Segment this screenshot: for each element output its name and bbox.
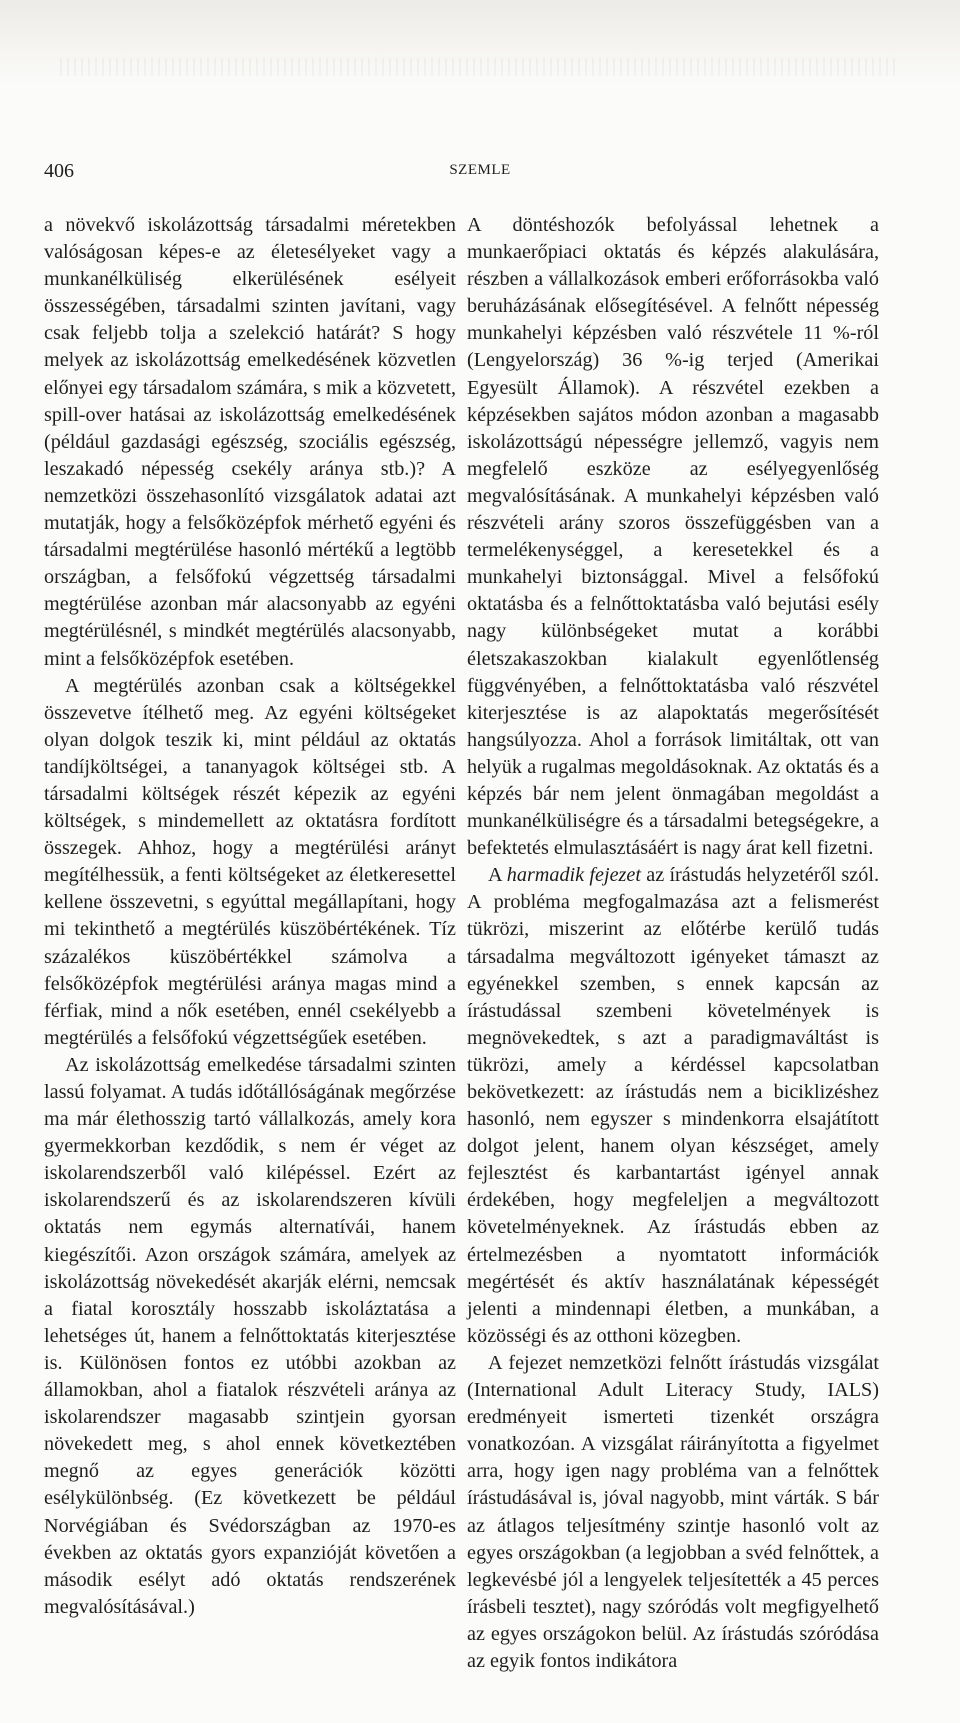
- left-column: [44, 212, 456, 1621]
- paragraph-rest: az írástudás helyzetéről szól. A probléma megfogalmazása azt a felismerést tükrözi, miszerint az előtérbe kerülő tudás társadalma megváltozott igényeket támaszt az egyénekkel szemben, s ennek kapcsán az írástudással szembeni követelmények is megnövekedtek, s azt a paradigmaváltást is tükrözi, amely a kérdéssel kapcsolatban bekövetkezett: az írástudás nem a biciklizéshez hasonló, nem egyszer s mindenkorra elsajátított dolgot jelent, hanem olyan készséget, amely fejlesztést és karbantartást igényel annak érdekében, hogy megfeleljen a megváltozott követelményeknek. Az írástudás ebben az értelmezésben a nyomtatott információk megértését és aktív használatának képességét jelenti a mindennapi életben, a munkában, a közösségi és az otthoni közegben.: [467, 864, 879, 1347]
- paragraph-lead: A: [488, 864, 507, 887]
- scan-noise: [60, 58, 900, 76]
- left-paragraph-2: A megtérülés azonban csak a költségekkel összevetve ítélhető meg. Az egyéni költségeket olyan dolgok teszik ki, mint például az oktatás tandíjköltségei, a tananyagok költségei stb. A társadalmi költségek részét képezik az egyéni költségek, s mindemellett az oktatásra fordított összegek. Ahhoz, hogy a megtérülési arányt megítélhessük, a fenti költségeket az életkeresettel kellene összevetni, s egyúttal megállapítani, hogy mi tekinthető a megtérülés küszöbértékének. Tíz százalékos küszöbértékkel számolva a felsőközépfok megtérülési aránya magas mind a férfiak, mind a nők esetében, ennél csekélyebb a megtérülés a felsőfokú végzettségűek esetében.: [44, 674, 456, 1049]
- running-head: SZEMLE: [449, 162, 511, 178]
- right-paragraph-3: A fejezet nemzetközi felnőtt írástudás vizsgálat (International Adult Literacy Study, IALS) eredményeit ismerteti tizenkét országra vonatkozóan. A vizsgálat ráirányította a figyelmet arra, hogy igen nagy probléma van a felnőttek írástudásával is, jóval nagyobb, mint várták. S bár az átlagos teljesítmény szintje hasonló volt az egyes országokban (a legjobban a svéd felnőttek, a legkevésbé jól a lengyelek teljesítették a 45 perces írásbeli tesztet), nagy szóródás volt megfigyelhető az egyes országokon belül. Az írástudás szóródása az egyik fontos indikátora: [467, 1351, 879, 1672]
- left-paragraph-3: Az iskolázottság emelkedése társadalmi szinten lassú folyamat. A tudás időtállóságának megőrzése ma már élethosszig tartó vállalkozás, amely kora gyermekkorban kezdődik, s nem ér véget az iskolarendszerből való kilépéssel. Ezért az iskolarendszerű és az iskolarendszeren kívüli oktatás nem egymás alternatívái, hanem kiegészítői. Azon országok számára, amelyek az iskolázottság növekedését akarják elérni, nemcsak a fiatal korosztály hosszabb iskoláztatása a lehetséges út, hanem a felnőttoktatás kiterjesztése is. Különösen fontos ez utóbbi azokban az államokban, ahol a fiatalok részvételi aránya az iskolarendszer magasabb szintjein gyorsan növekedett meg, s ahol ennek következtében megnő az egyes generációk közötti esélykülönbség. (Ez következett be például Norvégiában és Svédországban az 1970-es években az oktatás gyors expanzióját követően a második esélyt adó oktatás rendszerének megvalósításával.): [44, 1053, 456, 1618]
- chapter-reference: harmadik fejezet: [506, 864, 641, 887]
- left-paragraph-1: a növekvő iskolázottság társadalmi méretekben valóságosan képes-e az életesélyeket vagy a munkanélküliség elkerülésének esélyeit összességében, társadalmi szinten javítani, vagy csak feljebb tolja a szelekció határát? S hogy melyek az iskolázottság emelkedésének közvetlen előnyei egy társadalom számára, s mik a közvetett, spill-over hatásai az iskolázottság emelkedésének (például gazdasági egészség, szociális egészség, leszakadó népesség csekély aránya stb.)? A nemzetközi összehasonlító vizsgálatok adatai azt mutatják, hogy a felsőközépfok mérhető egyéni és társadalmi megtérülése hasonló mértékű a legtöbb országban, a felsőfokú végzettség társadalmi megtérülése azonban már alacsonyabb az egyéni megtérülésnél, s mindkét megtérülés alacsonyabb, mint a felsőközépfok esetében.: [44, 214, 456, 670]
- page-number: 406: [44, 160, 74, 182]
- right-column: [467, 212, 879, 1675]
- right-paragraph-1: A döntéshozók befolyással lehetnek a munkaerőpiaci oktatás és képzés alakulására, részben a vállalkozások emberi erőforrásokba való beruházásának elősegítésével. A felnőtt népesség munkahelyi képzésben való részvétele 11 %-ról (Lengyelország) 36 %-ig terjed (Amerikai Egyesült Államok). A részvétel ezekben a képzésekben sajátos módon azonban a magasabb iskolázottságú népességre jellemző, vagyis nem megfelelő eszköze az esélyegyenlőség megvalósításának. A munkahelyi képzésben való részvételi arány szoros összefüggésben van a termelékenységgel, a keresetekkel és a munkahelyi biztonsággal. Mivel a felsőfokú oktatásba és a felnőttoktatásba való bejutási esély nagy különbségeket mutat a korábbi életszakaszokban kialakult egyenlőtlenség függvényében, a felnőttoktatásba való részvétel kiterjesztése is az alapoktatás megerősítését hangsúlyozza. Ahol a források limitáltak, ott van helyük a rugalmas megoldásoknak. Az oktatás és a képzés bár nem jelent önmagában megoldást a munkanélküliségre és a társadalmi betegségekre, a befektetés elmulasztásáért is nagy árat kell fizetni.: [467, 214, 879, 860]
- right-paragraph-2: [467, 862, 879, 1350]
